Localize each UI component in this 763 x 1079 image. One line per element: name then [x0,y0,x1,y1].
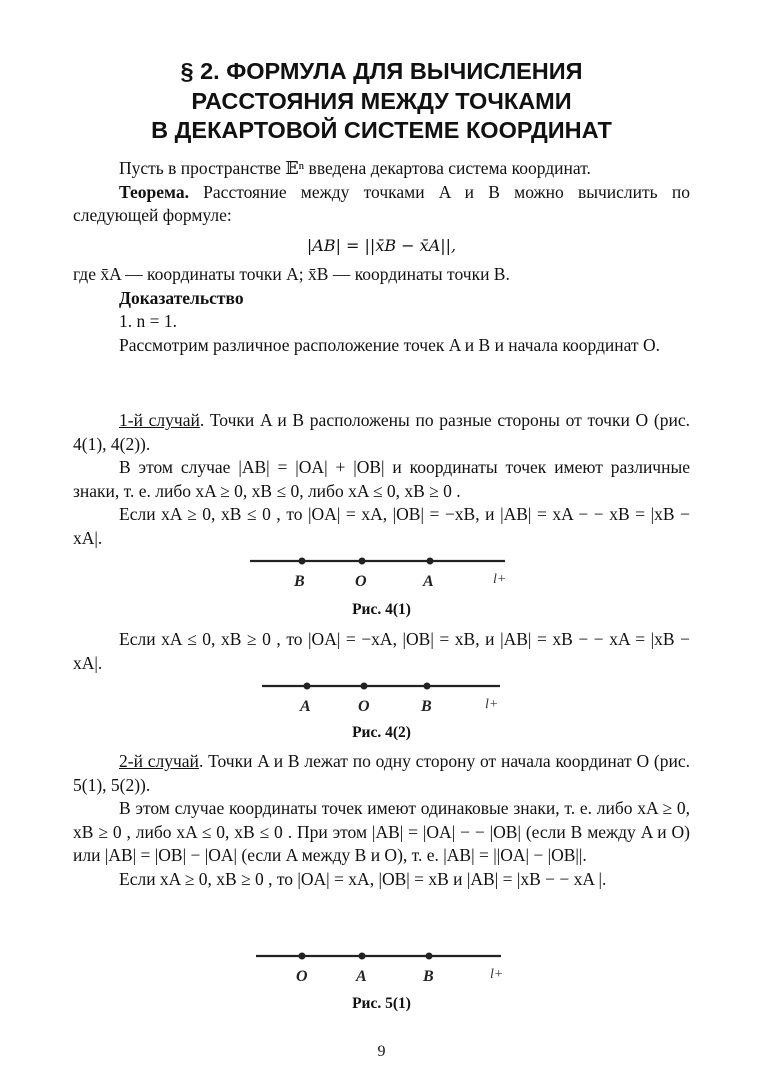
page-number: 9 [377,1043,386,1060]
axis-label: l+ [485,697,499,712]
proof-label: Доказательство [119,287,244,308]
heading-line-3: В ДЕКАРТОВОЙ СИСТЕМЕ КООРДИНАТ [151,117,612,143]
case1-if2-block [73,628,690,675]
case2-block [73,750,690,891]
formula-explanation: где x̄A — координаты точки A; x̄B — координаты точки B. [73,264,510,284]
case1-paragraph [73,409,690,456]
caption-5-1: Рис. 5(1) [352,995,411,1012]
label-b: B [423,968,434,985]
point-o [299,953,306,960]
point-b [299,558,306,565]
case1-label: 1-й случай [119,410,200,430]
case1-signs: В этом случае |AB| = |OA| + |OB| и координаты точек имеют различные знаки, т. е. либо xA ≥ 0, xB ≤ 0, либо xA ≤ 0, xB ≥ 0 . [73,457,690,501]
point-o [359,558,366,565]
case2-if1: Если xA ≥ 0, xB ≥ 0 , то |OA| = xA, |OB| = xB и |AB| = |xB − − xA |. [119,868,607,889]
theorem-text: Расстояние между точками A и B можно вычислить по следующей формуле: [73,181,690,225]
figure-5-1 [256,948,506,988]
case1-block [73,409,690,550]
figure-4-1 [250,553,510,593]
case2-signs: В этом случае координаты точек имеют одинаковые знаки, т. е. либо xA ≥ 0, xB ≥ 0 , либо xA ≤ 0, xB ≤ 0 . При этом |AB| = |OA| − − |OB| (если B между A и O) или |AB| = |OB| − |OA| (если A между B и O), т. е. |AB| = ||OA| − |OB||. [73,798,690,865]
axis-label: l+ [493,572,507,587]
case2-label: 2-й случай [119,751,199,771]
label-o: O [355,573,367,590]
figure-4-2 [262,678,507,718]
label-a: A [356,968,367,985]
theorem-paragraph [73,181,690,228]
distance-formula [73,234,690,258]
point-b [424,683,431,690]
axis-label: l+ [490,967,504,982]
theorem-label: Теорема. [119,181,189,202]
label-o: O [296,968,308,985]
section-heading [60,57,703,146]
point-a [427,558,434,565]
label-b: B [294,573,305,590]
label-o: O [358,698,370,715]
intro-block [73,157,690,357]
case1-text: . Точки A и B расположены по разные стороны от точки O (рис. 4(1), 4(2)). [73,410,690,454]
case2-text: . Точки A и B лежат по одну сторону от начала координат O (рис. 5(1), 5(2)). [73,751,690,795]
point-b [426,953,433,960]
point-a [359,953,366,960]
case-n-equals-1: 1. n = 1. [119,311,177,331]
formula-text: |AB| = ||x̄B − x̄A||, [306,235,457,255]
label-b: B [421,698,432,715]
point-o [361,683,368,690]
heading-line-2: РАССТОЯНИЯ МЕЖДУ ТОЧКАМИ [191,87,572,114]
case1-if1: Если xA ≥ 0, xB ≤ 0 , то |OA| = xA, |OB| = −xB, и |AB| = xA − − xB = |xB − xA|. [73,504,690,548]
label-a: A [300,698,311,715]
case2-paragraph [73,750,690,797]
caption-4-2: Рис. 4(2) [352,724,411,741]
consider-paragraph: Рассмотрим различное расположение точек A и B и начала координат O. [119,334,660,355]
caption-4-1: Рис. 4(1) [352,601,411,618]
case1-if2: Если xA ≤ 0, xB ≥ 0 , то |OA| = −xA, |OB| = xB, и |AB| = xB − − xA = |xB − xA|. [73,629,690,673]
intro-paragraph: Пусть в пространстве 𝔼ⁿ введена декартова система координат. [119,158,591,178]
heading-line-1: § 2. ФОРМУЛА ДЛЯ ВЫЧИСЛЕНИЯ [180,58,583,84]
label-a: A [423,573,434,590]
point-a [304,683,311,690]
